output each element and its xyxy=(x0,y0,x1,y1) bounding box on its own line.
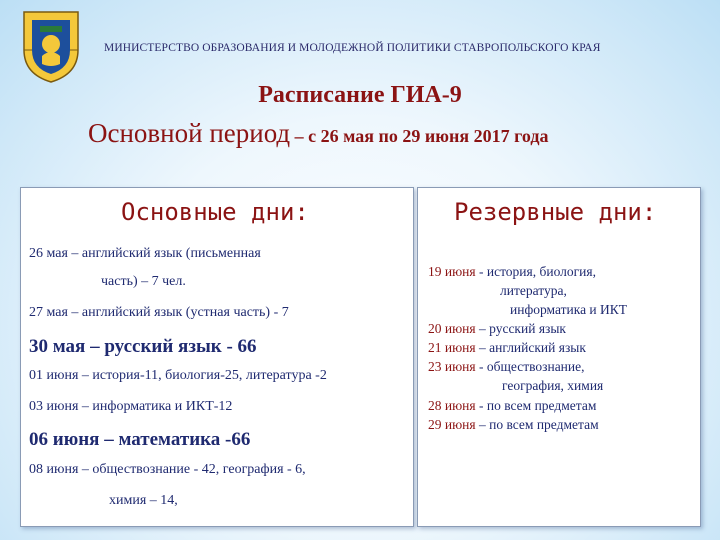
main-day-date: 06 июня xyxy=(29,429,100,450)
ministry-name: МИНИСТЕРСТВО ОБРАЗОВАНИЯ И МОЛОДЕЖНОЙ ПОЛИТИКИ СТАВРОПОЛЬСКОГО КРАЯ xyxy=(104,42,601,54)
main-day-subject: – математика -66 xyxy=(99,429,251,450)
reserve-day-date: 19 июня xyxy=(428,264,476,279)
main-day-subject: – русский язык - 66 xyxy=(85,336,257,357)
reserve-day-subject: - по всем предметам xyxy=(475,398,597,413)
page-title: Расписание ГИА-9 xyxy=(258,82,462,108)
main-day-item-cont: химия – 14, xyxy=(109,493,178,508)
reserve-day-item-cont: география, химия xyxy=(502,378,604,393)
period-subtitle xyxy=(88,118,548,149)
reserve-day-item-cont: информатика и ИКТ xyxy=(510,302,628,317)
reserve-day-subject: - обществознание, xyxy=(475,359,585,374)
coat-of-arms-emblem xyxy=(20,10,82,84)
reserve-days-panel xyxy=(417,187,701,527)
reserve-day-item xyxy=(428,264,596,280)
period-dates: – с 26 мая по 29 июня 2017 года xyxy=(290,126,549,146)
reserve-day-date: 23 июня xyxy=(428,359,476,374)
main-day-item: 01 июня – история-11, биология-25, литература -2 xyxy=(29,368,327,383)
main-day-item-highlight xyxy=(29,429,250,451)
main-days-panel xyxy=(20,187,414,527)
reserve-day-date: 21 июня xyxy=(428,340,476,355)
main-day-item-cont: часть) – 7 чел. xyxy=(101,274,186,289)
main-day-item: 26 мая – английский язык (письменная xyxy=(29,246,261,261)
reserve-day-date: 28 июня xyxy=(428,398,476,413)
reserve-day-item xyxy=(428,398,596,414)
reserve-day-date: 20 июня xyxy=(428,321,476,336)
main-day-item-highlight xyxy=(29,336,257,358)
main-day-item: 27 мая – английский язык (устная часть) - 7 xyxy=(29,305,289,320)
reserve-day-subject: – английский язык xyxy=(475,340,586,355)
reserve-day-item xyxy=(428,417,599,433)
reserve-day-item xyxy=(428,340,586,356)
reserve-day-date: 29 июня xyxy=(428,417,476,432)
period-main-label: Основной период xyxy=(88,118,291,148)
main-day-item: 08 июня – обществознание - 42, география - 6, xyxy=(29,462,306,477)
reserve-day-subject: - история, биология, xyxy=(475,264,596,279)
reserve-days-heading: Резервные дни: xyxy=(454,198,657,226)
reserve-day-item-cont: литература, xyxy=(500,283,567,298)
reserve-day-item xyxy=(428,321,566,337)
reserve-day-subject: – по всем предметам xyxy=(475,417,599,432)
main-day-date: 30 мая xyxy=(29,336,86,357)
reserve-day-item xyxy=(428,359,585,375)
main-day-item: 03 июня – информатика и ИКТ-12 xyxy=(29,399,233,414)
reserve-day-subject: – русский язык xyxy=(475,321,566,336)
main-days-heading: Основные дни: xyxy=(121,198,309,226)
